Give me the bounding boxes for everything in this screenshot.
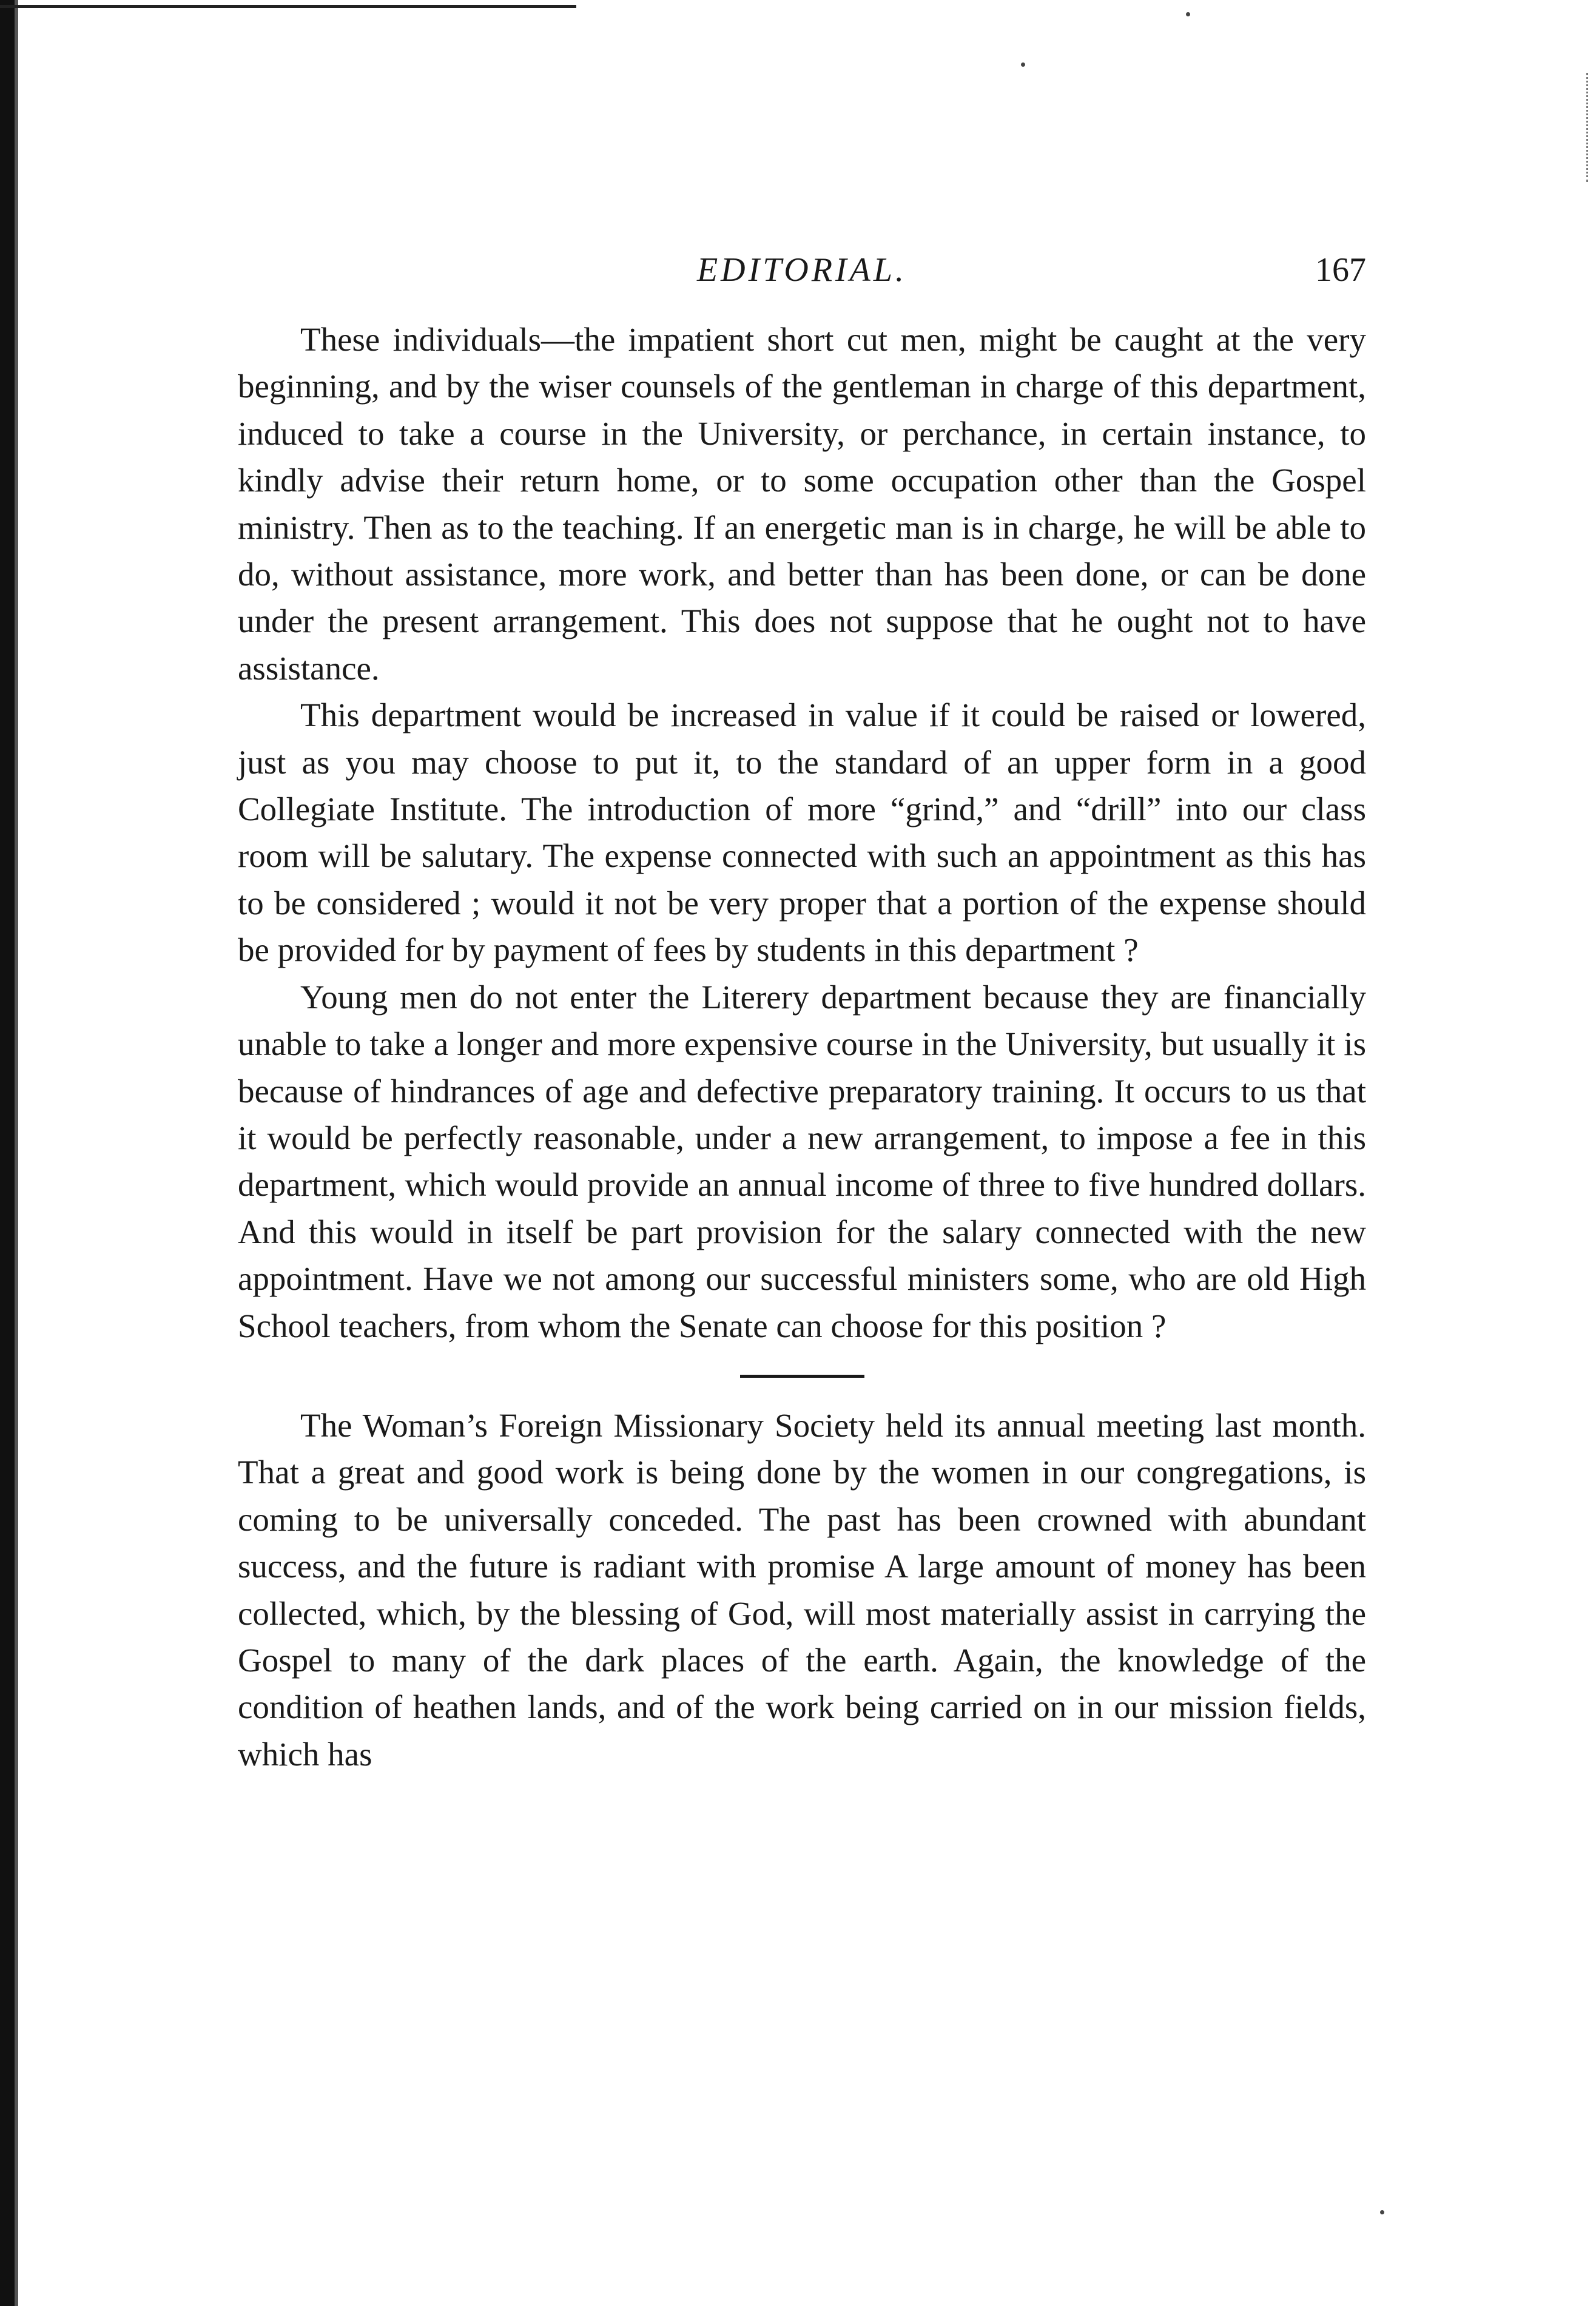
scan-binding-shadow <box>15 0 18 2306</box>
paragraph-missionary-society: The Woman’s Foreign Missionary Society held its annual meeting last month. That a great and good work is being done by the women in our congregations, is coming to be universally conceded. The past has been crowned with abundant success, and the future is radiant with promise A large amount of money has been collected, which, by the blessing of God, will most materially assist in carrying the Gospel to many of the dark places of the earth. Again, the knowledge of the condition of heathen lands, and of the work being carried on in our mission fields, which has <box>238 1406 1366 1773</box>
scan-binding-edge <box>0 0 15 2306</box>
scan-top-rule <box>0 5 576 8</box>
section-separator-rule <box>740 1375 864 1378</box>
scan-speck <box>1021 62 1025 67</box>
page-number: 167 <box>1315 251 1366 289</box>
running-title: EDITORIAL. <box>696 251 907 289</box>
paragraph-literary-department: Young men do not enter the Literery department because they are financially unable to take a longer and more expensive course in the University, but usually it is because of hindrances of age and defective preparatory training. It occurs to us that it would be perfectly reasonable, under a new arrangement, to impose a fee in this department, which would provide an annual income of three to five hundred dollars. And this would in itself be part provision for the salary connected with the new appointment. Have we not among our successful ministers some, who are old High School teachers, from whom the Senate can choose for this position ? <box>238 978 1366 1344</box>
running-head <box>238 240 1366 294</box>
scan-speck <box>1186 12 1190 16</box>
article-body <box>238 316 1366 1778</box>
paragraph-short-cut-men: These individuals—the impatient short cut men, might be caught at the very beginning, and by the wiser counsels of the gentleman in charge of this department, induced to take a course in the University, or perchance, in certain instance, to kindly advise their return home, or to some occupation other than the Gospel ministry. Then as to the teaching. If an energetic man is in charge, he will be able to do, without assistance, more work, and better than has been done, or can be done under the present arrangement. This does not suppose that he ought not to have assistance. <box>238 321 1366 687</box>
scan-speck <box>1380 2210 1384 2214</box>
paragraph-department-value: This department would be increased in value if it could be raised or lowered, just as you may choose to put it, to the standard of an upper form in a good Collegiate Institute. The introduction of more “grind,” and “drill” into our class room will be salutary. The expense connected with such an appointment as this has to be considered ; would it not be very proper that a portion of the expense should be provided for by payment of fees by students in this department ? <box>238 696 1366 969</box>
scan-right-edge-marks <box>1586 73 1590 182</box>
book-page <box>238 240 1366 1778</box>
